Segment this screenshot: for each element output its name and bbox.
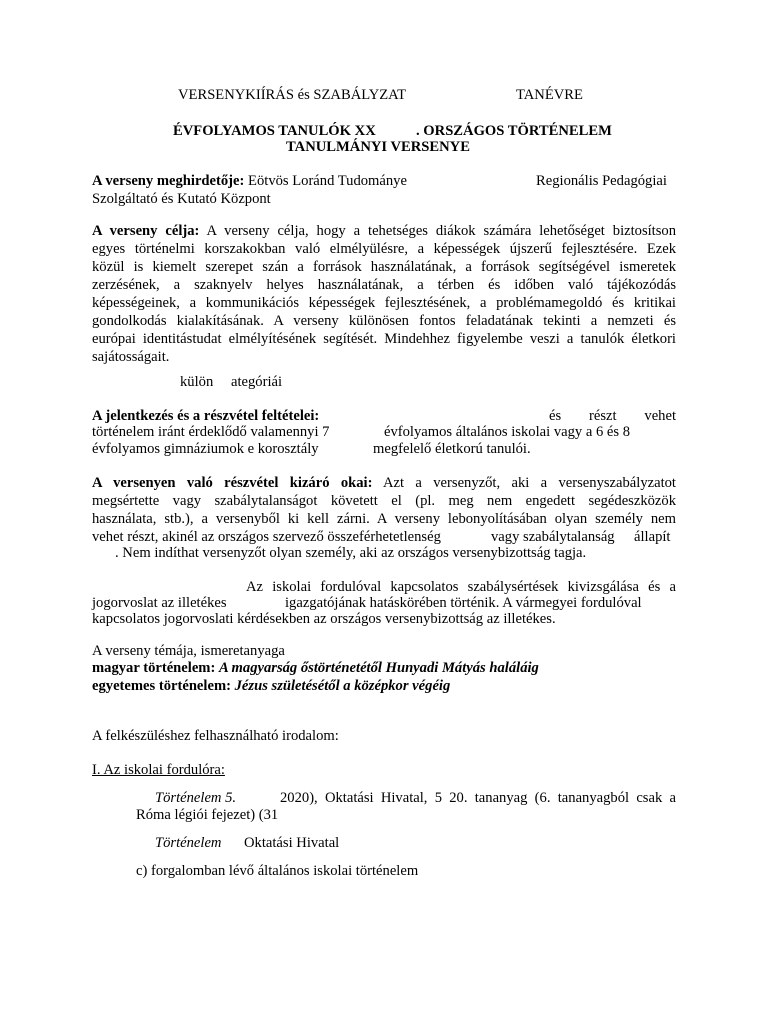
categories-text-b: ategóriái [231, 374, 283, 390]
exclusion-label: A versenyen való részvétel kizáró okai: [92, 475, 373, 491]
topic-hu-row [92, 659, 539, 677]
topic-world-label: egyetemes történelem: [92, 678, 231, 694]
topic-world-text: Jézus születésétől a középkor végéig [234, 678, 451, 694]
organizer-text-c: Szolgáltató és Kutató Központ [92, 191, 271, 207]
appeal-line2-b: igazgatójának hatáskörében történik. A vármegyei fordulóval [285, 595, 642, 611]
literature-item-a-line2: Róma légiói fejezet) (31 [136, 807, 279, 823]
exclusion-line: használata, stb.), a versenyből ki kell zárni. A verseny lebonyolításában olyan személy nem [92, 511, 676, 527]
literature-item-a-text: 2020), Oktatási Hivatal, 5 20. tananyag (6. tananyagból csak a [280, 790, 676, 806]
header-right: TANÉVRE [516, 87, 583, 103]
exclusion-line4-a: vehet részt, akinél az országos szervező összeférhetetlenség [92, 529, 441, 545]
appeal-line1: Az iskolai fordulóval kapcsolatos szabálysértések kivizsgálása és a [246, 579, 676, 595]
goal-line: európai identitástudat elmélyítésének segítését. Mindehhez figyelembe veszi a tanulók életkori [92, 331, 676, 347]
goal-line: zerzésének, a szaknyelv helyes használatának, a térben és időben való tájékozódás [92, 277, 676, 293]
organizer-label: A verseny meghirdetője: [92, 173, 245, 189]
topic-hu-text: A magyarság őstörténetétől Hunyadi Mátyás haláláig [218, 660, 539, 676]
application-line3-a: évfolyamos gimnáziumok e korosztály [92, 441, 319, 457]
goal-label: A verseny célja: [92, 223, 200, 239]
application-text-a: és részt vehet [549, 408, 676, 424]
literature-item-a-title: Történelem 5. [155, 790, 237, 806]
literature-item-b-text: Oktatási Hivatal [244, 835, 340, 851]
goal-line: sajátosságait. [92, 349, 170, 365]
exclusion-line4-b: vagy szabálytalanság [491, 529, 615, 545]
literature-item-c: c) forgalomban lévő általános iskolai történelem [136, 863, 419, 879]
header-left: VERSENYKIÍRÁS és SZABÁLYZAT [178, 87, 406, 103]
organizer-row [92, 172, 407, 190]
goal-line: gondolkodás kialakításának. A verseny különösen fontos feladatának tekinti a nemzeti és [92, 313, 676, 329]
exclusion-line5: . Nem indíthat versenyzőt olyan személy, aki az országos versenybizottság tagja. [115, 545, 587, 561]
application-line2-a: történelem iránt érdeklődő valamennyi 7 [92, 424, 330, 440]
topic-world-row [92, 677, 450, 695]
goal-line: közül is kiemelt szerepet szán a források használatának, a források segítségével ismeretek [92, 259, 676, 275]
exclusion-paragraph: A versenyen való részvétel kizáró okai: Azt a versenyzőt, aki a versenyszabályzatot megsértette vagy szabálytalanságot követett el (pl. meg nem engedett segédeszközök használata, stb.), a versenyből ki kell zárni. A verseny lebonyolításában olyan személy nem [92, 475, 676, 527]
literature-item-b-title: Történelem [155, 835, 222, 851]
goal-line: A verseny célja: A verseny célja, hogy a tehetséges diákok számára lehetőséget biztosítson [92, 223, 677, 239]
title-line1-b: . ORSZÁGOS TÖRTÉNELEM [416, 123, 612, 139]
application-line2-b: évfolyamos általános iskolai vagy a 6 és 8 [384, 424, 631, 440]
appeal-line2-a: jogorvoslat az illetékes [92, 595, 227, 611]
literature-heading: A felkészüléshez felhasználható irodalom: [92, 728, 339, 744]
literature-section1: I. Az iskolai fordulóra: [92, 762, 225, 778]
exclusion-line4-c: állapít [634, 529, 671, 545]
goal-paragraph [92, 222, 676, 366]
categories-text-a: külön [180, 374, 214, 390]
organizer-text-b: Regionális Pedagógiai [536, 173, 667, 189]
goal-line: egyes történelmi korszakokban való elmélyülésre, a képességek újszerű fejlesztésére. Ezek [92, 241, 676, 257]
application-line3-b: megfelelő életkorú tanulói. [373, 441, 531, 457]
application-label: A jelentkezés és a részvétel feltételei: [92, 408, 320, 424]
goal-line: képességeinek, a kommunikációs képességek fejlesztésének, a problémamegoldó és kritikai [92, 295, 676, 311]
topic-heading: A verseny témája, ismeretanyaga [92, 643, 285, 659]
exclusion-line: megsértette vagy szabálytalanságot követett el (pl. meg nem engedett segédeszközök [92, 493, 676, 509]
title-line2: TANULMÁNYI VERSENYE [286, 139, 470, 155]
topic-hu-label: magyar történelem: [92, 660, 216, 676]
organizer-text-a: Eötvös Loránd Tudománye [248, 173, 407, 189]
title-line1-a: ÉVFOLYAMOS TANULÓK XX [173, 123, 376, 139]
appeal-line3: kapcsolatos jogorvoslati kérdésekben az országos versenybizottság az illetékes. [92, 611, 556, 627]
